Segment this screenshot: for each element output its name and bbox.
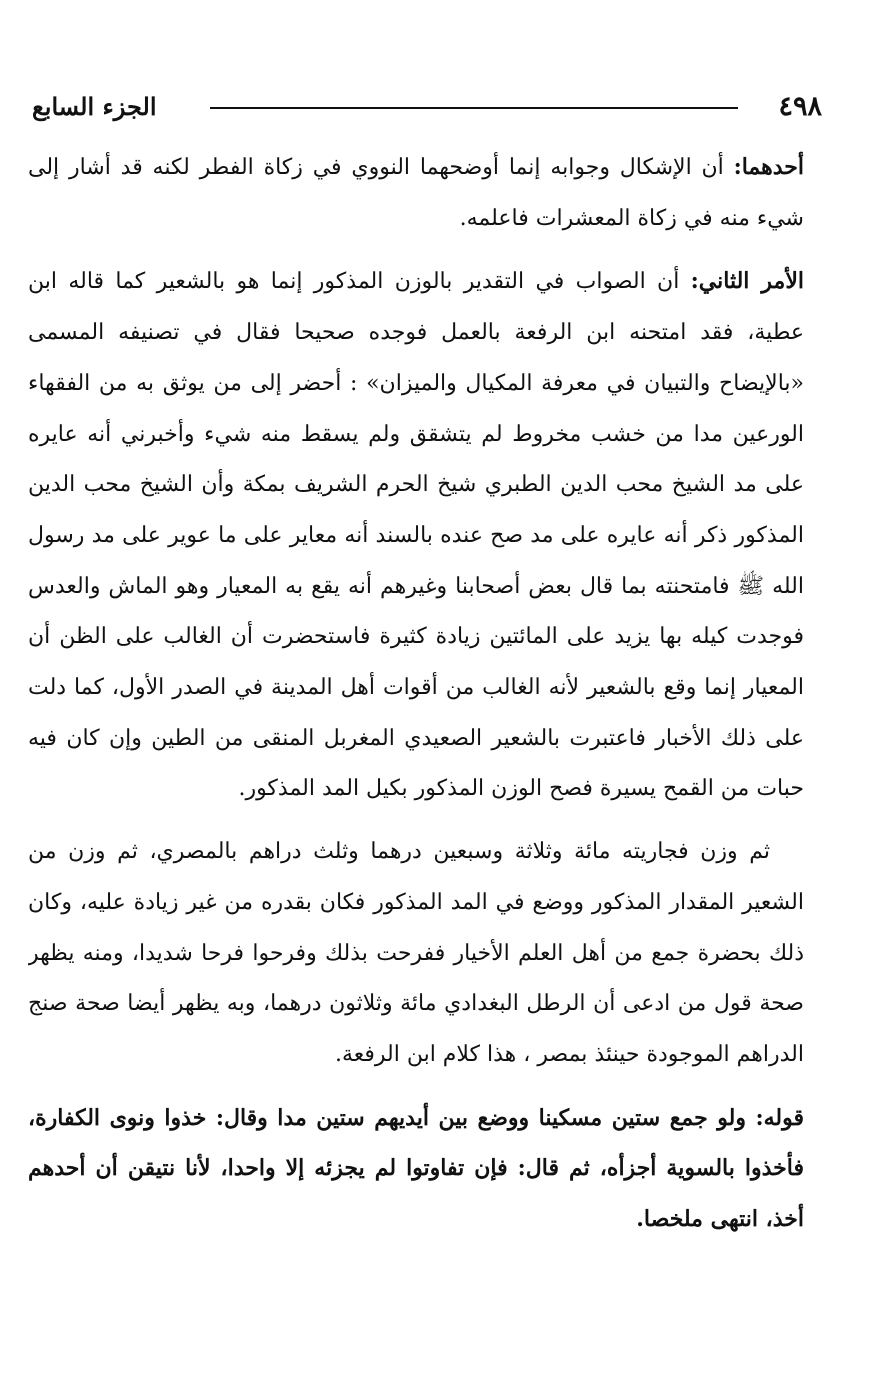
header-rule bbox=[210, 107, 738, 109]
page-header bbox=[32, 88, 822, 128]
paragraph-text: أن الصواب في التقدير بالوزن المذكور إنما هو بالشعير كما قاله ابن عطية، فقد امتحنه ابن الرفعة بالعمل فوجده صحيحا فقال في تصنيفه المسمى «بالإيضاح والتبيان في معرفة المكيال والميزان» : أحضر إلى من يوثق به من الفقهاء الورعين مدا من خشب مخروط لم يتشقق ولم يسقط منه شيء وأخبرني أنه عايره على مد الشيخ محب الدين الطبري شيخ الحرم الشريف بمكة وأن الشيخ محب الدين المذكور ذكر أنه عايره على مد صح عنده بالسند أنه معاير على ما عوير على مد رسول الله ﷺ فامتحنته بما قال بعض أصحابنا وغيرهم أنه يقع به المعيار وهو الماش والعدس فوجدت كيله بها يزيد على المائتين زيادة كثيرة فاستحضرت أن الغالب على الظن أن المعيار إنما وقع بالشعير لأنه الغالب من أقوات أهل المدينة في الصدر الأول، كما دلت على ذلك الأخبار فاعتبرت بالشعير الصعيدي المغربل المنقى من الطين وإن كان فيه حبات من القمح يسيرة فصح الوزن المذكور بكيل المد المذكور. bbox=[28, 269, 804, 802]
body-text bbox=[28, 142, 804, 1342]
paragraph-text: قوله: ولو جمع ستين مسكينا ووضع بين أيديهم ستين مدا وقال: خذوا ونوى الكفارة، فأخذوا بالسوية أجزأه، ثم قال: فإن تفاوتوا لم يجزئه إلا واحدا، لأنا نتيقن أن أحدهم أخذ، انتهى ملخصا. bbox=[28, 1104, 804, 1233]
paragraph-lead: الأمر الثاني: bbox=[690, 268, 804, 295]
paragraph-weighing bbox=[28, 827, 804, 1081]
paragraph-quotation bbox=[28, 1093, 804, 1245]
paragraph-text: أن الإشكال وجوابه إنما أوضحهما النووي في زكاة الفطر لكنه قد أشار إلى شيء منه في زكاة المعشرات فاعلمه. bbox=[28, 155, 804, 231]
running-title: الجزء السابع bbox=[32, 92, 157, 121]
paragraph-second-issue bbox=[28, 256, 804, 815]
page-number: ٤٩٨ bbox=[778, 91, 822, 122]
paragraph-text: ثم وزن فجاريته مائة وثلاثة وسبعين درهما وثلث دراهم بالمصري، ثم وزن من الشعير المقدار المذكور ووضع في المد المذكور فكان بقدره من غير زيادة عليه، وكان ذلك بحضرة جمع من أهل العلم الأخيار ففرحت بذلك وفرحوا فرحا شديدا، ومنه يظهر صحة قول من ادعى أن الرطل البغدادي مائة وثلاثون درهما، وبه يظهر أيضا صحة صنج الدراهم الموجودة حينئذ بمصر ، هذا كلام ابن الرفعة. bbox=[28, 839, 804, 1067]
paragraph-lead: أحدهما: bbox=[733, 154, 804, 180]
paragraph-first-issue bbox=[28, 142, 804, 244]
